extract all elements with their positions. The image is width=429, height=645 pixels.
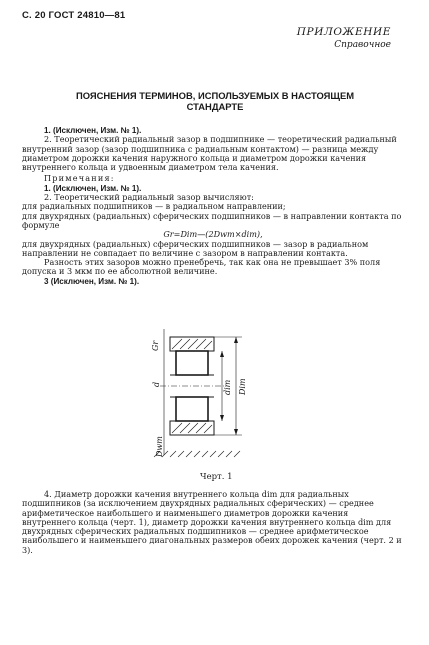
formula: Gr=Dim—(2Dwm×dim), — [163, 229, 263, 240]
section-title-line1: ПОЯСНЕНИЯ ТЕРМИНОВ, ИСПОЛЬЗУЕМЫХ В НАСТОЯЩЕМ — [75, 90, 355, 101]
item-1: 1. (Исключен, Изм. № 1). — [44, 126, 142, 135]
item-4: 4. Диаметр дорожки качения внутреннего кольца dim для радиальных подшипников (за исключением двухрядных радиальных сферических) — среднее арифметическое наибольшего и наименьшего диаметров дорожки качения внутреннего кольца (черт. 1), диаметр дорожки качения внутреннего кольца dim для двухрядных сферических радиальных подшипников — среднее арифметическое наибольшего и наименьшего диагональных размеров обеих дорожек качения (черт. 2 и 3). — [22, 489, 402, 555]
note-2b: для двухрядных (радиальных) сферических подшипников — в направлении контакта по формуле — [22, 210, 402, 230]
appendix-title: ПРИЛОЖЕНИЕ — [296, 26, 391, 38]
note-2d: Разность этих зазоров можно пренебречь, так как она не превышает 3% поля допуска и 3 мкм по ее абсолютной величине. — [22, 257, 381, 277]
label-gr: Gr — [151, 340, 160, 351]
definitions-block — [22, 126, 404, 286]
note-2a: для радиальных подшипников — в радиальном направлении; — [22, 201, 286, 212]
bearing-drawing — [150, 325, 280, 465]
section-title-line2: СТАНДАРТЕ — [186, 101, 244, 112]
roller-top — [176, 351, 208, 375]
figure-caption: Черт. 1 — [200, 472, 233, 482]
item-4-block — [22, 490, 404, 555]
appendix-subtitle: Справочное — [334, 40, 391, 50]
note-1: 1. (Исключен, Изм. № 1). — [44, 183, 142, 193]
note-2c: для двухрядных (радиальных) сферических подшипников — зазор в радиальном направлении не совпадает по величине с зазором в направлении контакта. — [22, 238, 369, 258]
label-Dim: Dim — [238, 378, 247, 395]
label-dwm: Dwm — [155, 436, 164, 457]
label-dim: dim — [223, 379, 232, 395]
appendix-label — [297, 26, 391, 50]
notes-heading: Примечания: — [44, 173, 115, 184]
item-2: 2. Теоретический радиальный зазор в подшипнике — теоретический радиальный внутренний зазор (зазор подшипника с радиальным контактом) — разница между диаметром дорожки качения наружного кольца и диаметром дорожки качения внутреннего кольца и удвоенным диаметром тела качения. — [22, 134, 397, 173]
roller-bottom — [176, 397, 208, 421]
page-header: С. 20 ГОСТ 24810—81 — [22, 10, 126, 21]
note-3: 3 (Исключен, Изм. № 1). — [44, 276, 140, 286]
section-title — [30, 90, 400, 112]
label-d: d — [152, 381, 161, 387]
note-2: 2. Теоретический радиальный зазор вычисляют: — [44, 192, 254, 203]
